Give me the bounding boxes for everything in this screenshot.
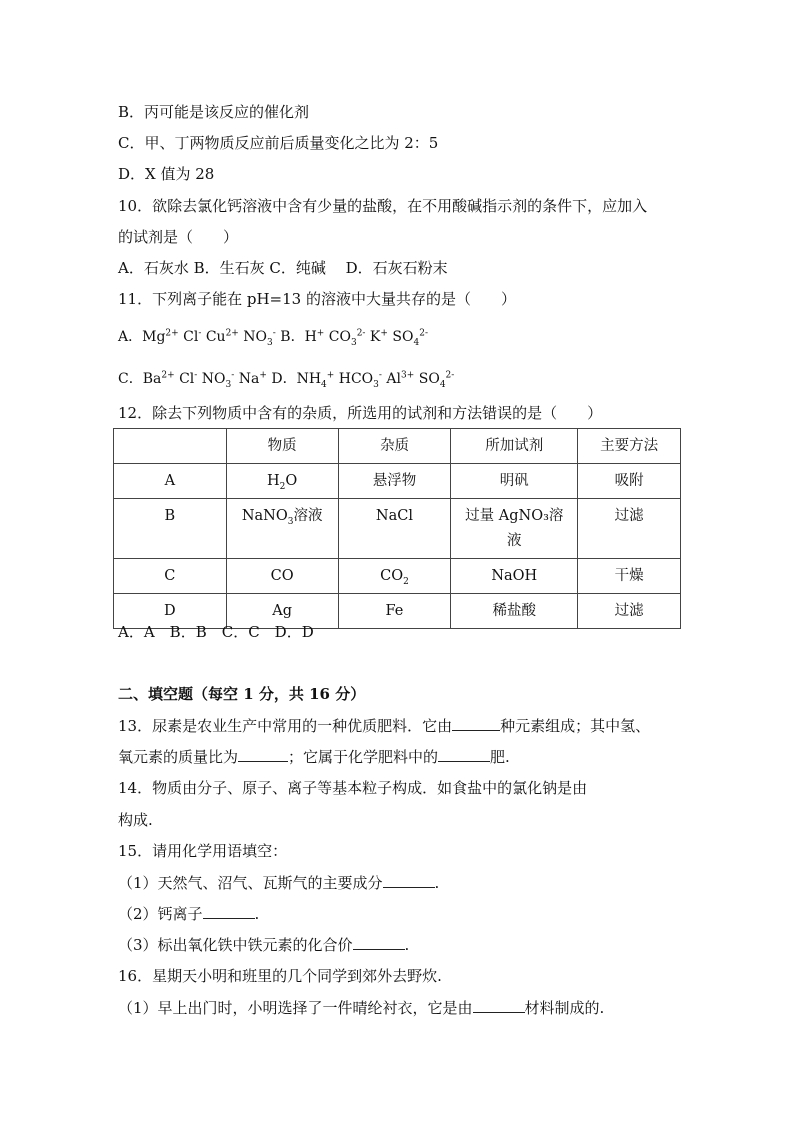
- ion: Al: [381, 371, 401, 387]
- impurity-cell: [338, 499, 451, 559]
- substance-text: Ag: [272, 603, 293, 619]
- reagent-cell: 过量 AgNO₃溶液: [451, 499, 578, 559]
- substance-text: 溶液: [293, 508, 323, 524]
- answer-blank[interactable]: [383, 873, 435, 888]
- ion: Cl: [178, 329, 199, 345]
- ion: HCO: [334, 371, 374, 387]
- impurity-text: CO: [380, 568, 404, 584]
- ion-charge: 2-: [419, 328, 428, 339]
- ion-subscript: 4: [321, 379, 327, 390]
- row-label: C: [114, 559, 227, 594]
- q9-option-d: D．X 值为 28: [118, 165, 215, 183]
- q10-stem-line1: 10．欲除去氯化钙溶液中含有少量的盐酸，在不用酸碱指示剂的条件下，应加入: [118, 197, 648, 215]
- q15-text: .: [404, 936, 410, 954]
- table-header-row: [114, 429, 681, 464]
- row-label: D: [114, 594, 227, 629]
- ion-charge: -: [194, 370, 198, 381]
- impurity-text: NaCl: [375, 508, 413, 524]
- method-cell: 过滤: [578, 594, 681, 629]
- impurity-cell: [338, 594, 451, 629]
- table-header-cell: 主要方法: [578, 429, 681, 464]
- q10-options: A．石灰水 B．生石灰 C．纯碱 D．石灰石粉末: [118, 259, 448, 277]
- ion: SO: [387, 329, 414, 345]
- row-label: B: [114, 499, 227, 559]
- q13-text: 13．尿素是农业生产中常用的一种优质肥料．它由: [118, 717, 453, 735]
- substance-text: O: [285, 473, 298, 489]
- q15-text: （3）标出氧化铁中铁元素的化合价: [118, 936, 353, 954]
- q14-line1: 14．物质由分子、原子、离子等基本粒子构成．如食盐中的氯化钠是由: [118, 779, 588, 797]
- q15-text: .: [434, 874, 440, 892]
- ion-charge: +: [326, 370, 335, 381]
- ion-charge: -: [198, 328, 202, 339]
- method-cell: 干燥: [578, 559, 681, 594]
- ion: NO: [238, 329, 268, 345]
- q16-part1: [118, 997, 604, 1019]
- ion-charge: -: [272, 328, 276, 339]
- ion-charge: +: [259, 370, 267, 381]
- q16-text: （1）早上出门时，小明选择了一件晴纶衬衣，它是由: [118, 999, 473, 1017]
- q15-part2: [118, 903, 259, 925]
- ion-charge: +: [380, 328, 388, 339]
- ion-charge: 3+: [401, 370, 415, 381]
- q15-stem: 15．请用化学用语填空：: [118, 842, 288, 860]
- reagent-cell: NaOH: [451, 559, 578, 594]
- impurity-text: 悬浮物: [372, 473, 417, 489]
- subscript: 2: [403, 576, 409, 587]
- answer-blank[interactable]: [452, 716, 500, 731]
- ion-subscript: 3: [267, 337, 273, 348]
- substance-text: CO: [270, 568, 294, 584]
- table-header-cell: [114, 429, 227, 464]
- reagent-cell: 明矾: [451, 464, 578, 499]
- ion-charge: 2-: [356, 328, 366, 339]
- ion: Na: [234, 371, 260, 387]
- ion: Cl: [174, 371, 195, 387]
- q13-line2: [118, 746, 510, 768]
- q11-stem: 11．下列离子能在 pH=13 的溶液中大量共存的是（ ）: [118, 290, 516, 308]
- ion: K: [365, 329, 381, 345]
- q16-text: 材料制成的.: [524, 999, 605, 1017]
- ion-charge: 2-: [445, 370, 455, 381]
- q11-b-label: B．H: [275, 329, 317, 345]
- q11-d-label: D．NH: [266, 371, 322, 387]
- q11-c-label: C．Ba: [118, 371, 162, 387]
- q13-text: 种元素组成；其中氢、: [500, 717, 651, 735]
- q15-text: （1）天然气、沼气、瓦斯气的主要成分: [118, 874, 383, 892]
- q12-stem: 12．除去下列物质中含有的杂质，所选用的试剂和方法错误的是（ ）: [118, 404, 603, 422]
- q11-a-label: A．Mg: [118, 329, 166, 345]
- q13-text: 肥.: [490, 748, 510, 766]
- ion-subscript: 4: [439, 379, 446, 390]
- reagent-cell: 稀盐酸: [451, 594, 578, 629]
- q15-text: .: [254, 905, 260, 923]
- q15-part1: [118, 872, 439, 894]
- q9-option-c: C．甲、丁两物质反应前后质量变化之比为 2：5: [118, 134, 439, 152]
- q9-option-b: B．丙可能是该反应的催化剂: [118, 103, 310, 121]
- answer-blank[interactable]: [238, 747, 288, 762]
- subscript: 2: [279, 481, 286, 492]
- ion-charge: 2+: [161, 370, 175, 381]
- ion: NO: [197, 371, 226, 387]
- ion: SO: [414, 371, 440, 387]
- q13-text: ；它属于化学肥料中的: [288, 748, 439, 766]
- q12-options: A．A B．B C．C D．D: [118, 623, 314, 641]
- section-title: 二、填空题（每空 1 分，共 16 分）: [118, 685, 366, 703]
- ion-subscript: 4: [413, 337, 420, 348]
- subscript: 3: [287, 516, 294, 527]
- q11-option-cd: [118, 368, 454, 390]
- q15-part3: [118, 934, 409, 956]
- q13-text: 氧元素的质量比为: [118, 748, 239, 766]
- q11-option-ab: [118, 326, 428, 348]
- ion-charge: -: [378, 370, 382, 381]
- impurity-cell: [338, 559, 451, 594]
- ion: Cu: [201, 329, 226, 345]
- ion-subscript: 3: [350, 337, 357, 348]
- table-row: [114, 464, 681, 499]
- row-label: A: [114, 464, 227, 499]
- q10-stem-line2: 的试剂是（ ）: [118, 228, 239, 246]
- q16-stem: 16．星期天小明和班里的几个同学到郊外去野炊.: [118, 967, 442, 985]
- substance-cell: [226, 499, 338, 559]
- ion-charge: -: [231, 370, 235, 381]
- q12-table: [113, 428, 681, 629]
- table-row: [114, 499, 681, 559]
- answer-blank[interactable]: [203, 904, 255, 919]
- ion-charge: 2+: [225, 328, 239, 339]
- substance-text: NaNO: [241, 508, 288, 524]
- impurity-cell: [338, 464, 451, 499]
- ion: CO: [324, 329, 351, 345]
- substance-text: H: [267, 473, 280, 489]
- impurity-text: Fe: [385, 603, 404, 619]
- table-row: [114, 559, 681, 594]
- q13-line1: [118, 715, 650, 737]
- ion-charge: +: [316, 328, 325, 339]
- ion-charge: 2+: [165, 328, 179, 339]
- table-header-cell: 杂质: [338, 429, 451, 464]
- ion-subscript: 3: [373, 379, 379, 390]
- q15-text: （2）钙离子: [118, 905, 203, 923]
- substance-cell: [226, 464, 338, 499]
- method-cell: 吸附: [578, 464, 681, 499]
- method-cell: 过滤: [578, 499, 681, 559]
- ion-subscript: 3: [225, 379, 232, 390]
- answer-blank[interactable]: [353, 935, 405, 950]
- table-header-cell: 物质: [226, 429, 338, 464]
- substance-cell: [226, 559, 338, 594]
- table-header-cell: 所加试剂: [451, 429, 578, 464]
- answer-blank[interactable]: [473, 998, 525, 1013]
- answer-blank[interactable]: [438, 747, 490, 762]
- q14-line2: 构成.: [118, 811, 153, 829]
